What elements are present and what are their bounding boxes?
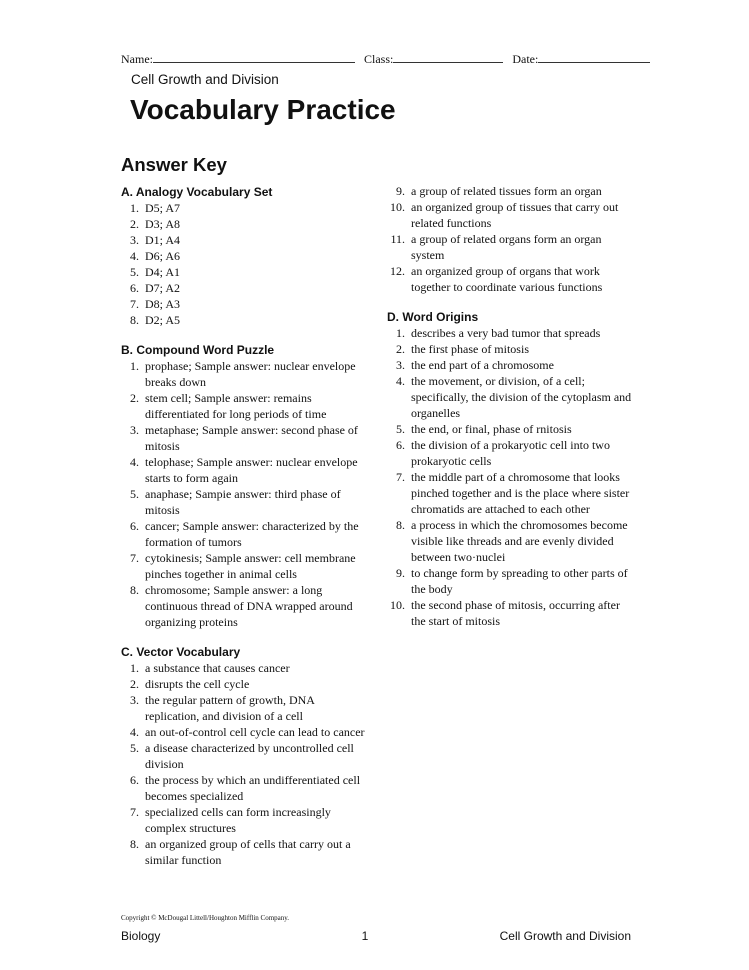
item-text: D8; A3 xyxy=(145,297,181,311)
item-text: D7; A2 xyxy=(145,281,181,295)
name-label: Name: xyxy=(121,52,153,66)
answer-item xyxy=(387,357,637,373)
item-text: D5; A7 xyxy=(145,201,181,215)
answer-item xyxy=(387,199,637,231)
answer-item xyxy=(387,263,637,295)
item-number: 1. xyxy=(396,326,405,340)
item-text: a group of related tissues form an organ xyxy=(411,184,602,198)
item-number: 4. xyxy=(130,249,139,263)
item-text: the end part of a chromosome xyxy=(411,358,554,372)
item-text: disrupts the cell cycle xyxy=(145,677,250,691)
page-title: Vocabulary Practice xyxy=(130,94,396,125)
answer-list xyxy=(121,200,371,328)
item-number: 3. xyxy=(130,693,139,707)
answer-item xyxy=(121,660,371,676)
answer-item xyxy=(121,486,371,518)
item-number: 10. xyxy=(390,598,405,612)
answer-item xyxy=(121,454,371,486)
answer-item xyxy=(387,183,637,199)
answer-list xyxy=(121,358,371,630)
item-number: 1. xyxy=(130,359,139,373)
copyright: Copyright © McDougal Littell/Houghton Mifflin Company. xyxy=(121,914,290,922)
item-text: D2; A5 xyxy=(145,313,181,327)
section-a xyxy=(121,184,371,328)
chapter-subtitle: Cell Growth and Division xyxy=(131,72,279,87)
item-number: 8. xyxy=(130,313,139,327)
item-text: D4; A1 xyxy=(145,265,181,279)
answer-item xyxy=(387,421,637,437)
item-number: 4. xyxy=(130,455,139,469)
section-heading: B. Compound Word Puzzle xyxy=(121,343,275,357)
item-text: describes a very bad tumor that spreads xyxy=(411,326,601,340)
item-text: telophase; Sample answer: nuclear envelope starts to form again xyxy=(145,455,358,485)
item-number: 6. xyxy=(130,281,139,295)
left-column xyxy=(121,184,371,882)
answer-item xyxy=(387,597,637,629)
answer-item xyxy=(121,518,371,550)
item-number: 6. xyxy=(130,773,139,787)
answer-item xyxy=(121,264,371,280)
answer-item xyxy=(387,373,637,421)
answer-list xyxy=(387,183,637,295)
student-info-header xyxy=(121,51,650,67)
page-footer xyxy=(121,929,631,943)
answer-item xyxy=(387,341,637,357)
answer-list xyxy=(121,660,371,868)
answer-item xyxy=(121,296,371,312)
item-number: 3. xyxy=(130,423,139,437)
answer-item xyxy=(121,312,371,328)
item-number: 2. xyxy=(130,391,139,405)
page-number: 1 xyxy=(361,929,369,943)
answer-item xyxy=(121,676,371,692)
answer-item xyxy=(121,740,371,772)
answer-item xyxy=(121,248,371,264)
item-number: 6. xyxy=(396,438,405,452)
class-blank xyxy=(393,51,503,63)
class-label: Class: xyxy=(364,52,394,66)
item-text: D3; A8 xyxy=(145,217,181,231)
item-text: a disease characterized by uncontrolled cell division xyxy=(145,741,354,771)
item-number: 8. xyxy=(130,837,139,851)
item-number: 5. xyxy=(130,741,139,755)
item-text: cytokinesis; Sample answer: cell membrane pinches together in animal cells xyxy=(145,551,356,581)
item-text: anaphase; Sampie answer: third phase of mitosis xyxy=(145,487,341,517)
item-text: D6; A6 xyxy=(145,249,181,263)
item-number: 6. xyxy=(130,519,139,533)
item-text: a group of related organs form an organ system xyxy=(411,232,602,262)
item-number: 8. xyxy=(130,583,139,597)
item-number: 4. xyxy=(130,725,139,739)
item-text: cancer; Sample answer: characterized by the formation of tumors xyxy=(145,519,359,549)
item-number: 1. xyxy=(130,201,139,215)
item-number: 5. xyxy=(130,487,139,501)
answer-item xyxy=(121,232,371,248)
footer-chapter: Cell Growth and Division xyxy=(499,929,631,943)
item-number: 10. xyxy=(390,200,405,214)
item-text: a substance that causes cancer xyxy=(145,661,290,675)
answer-item xyxy=(121,772,371,804)
item-number: 5. xyxy=(130,265,139,279)
item-text: the middle part of a chromosome that looks pinched together and is the place where sister chromatids are attached to each other xyxy=(411,470,630,516)
item-number: 3. xyxy=(396,358,405,372)
answer-item xyxy=(387,517,637,565)
section-heading: A. Analogy Vocabulary Set xyxy=(121,185,273,199)
item-text: a process in which the chromosomes become visible like threads and are evenly divided between two·nuclei xyxy=(411,518,628,564)
answer-item xyxy=(121,550,371,582)
date-label: Date: xyxy=(512,52,539,66)
item-text: the movement, or division, of a cell; specifically, the division of the cytoplasm and organelles xyxy=(411,374,632,420)
answer-item xyxy=(121,422,371,454)
item-text: D1; A4 xyxy=(145,233,181,247)
answer-item xyxy=(387,565,637,597)
item-text: the division of a prokaryotic cell into two prokaryotic cells xyxy=(411,438,610,468)
item-text: an organized group of organs that work together to coordinate various functions xyxy=(411,264,603,294)
item-number: 12. xyxy=(390,264,405,278)
section-c-continued xyxy=(387,183,637,295)
item-text: prophase; Sample answer: nuclear envelope breaks down xyxy=(145,359,356,389)
item-text: stem cell; Sample answer: remains differentiated for long periods of time xyxy=(145,391,327,421)
item-text: the second phase of mitosis, occurring after the start of mitosis xyxy=(411,598,620,628)
answer-item xyxy=(121,200,371,216)
item-number: 2. xyxy=(396,342,405,356)
answer-item xyxy=(121,692,371,724)
item-number: 3. xyxy=(130,233,139,247)
item-text: chromosome; Sample answer: a long continuous thread of DNA wrapped around organizing proteins xyxy=(145,583,353,629)
item-number: 7. xyxy=(130,297,139,311)
item-number: 7. xyxy=(396,470,405,484)
right-column xyxy=(387,183,637,643)
answer-item xyxy=(121,582,371,630)
item-number: 1. xyxy=(130,661,139,675)
answer-item xyxy=(121,724,371,740)
item-text: the regular pattern of growth, DNA replication, and division of a cell xyxy=(145,693,315,723)
name-blank xyxy=(153,51,355,63)
item-number: 11. xyxy=(390,232,405,246)
section-c xyxy=(121,644,371,868)
item-text: the process by which an undifferentiated cell becomes specialized xyxy=(145,773,361,803)
item-text: an out-of-control cell cycle can lead to cancer xyxy=(145,725,365,739)
item-number: 7. xyxy=(130,551,139,565)
item-text: an organized group of tissues that carry out related functions xyxy=(411,200,619,230)
item-text: an organized group of cells that carry out a similar function xyxy=(145,837,351,867)
item-number: 9. xyxy=(396,566,405,580)
answer-item xyxy=(121,358,371,390)
answer-item xyxy=(121,280,371,296)
item-number: 4. xyxy=(396,374,405,388)
answer-item xyxy=(387,325,637,341)
item-text: the end, or final, phase of rnitosis xyxy=(411,422,572,436)
answer-item xyxy=(387,437,637,469)
section-heading: C. Vector Vocabulary xyxy=(121,645,241,659)
answer-key-heading: Answer Key xyxy=(121,154,227,175)
answer-item xyxy=(387,231,637,263)
section-b xyxy=(121,342,371,630)
item-text: the first phase of mitosis xyxy=(411,342,529,356)
item-text: to change form by spreading to other parts of the body xyxy=(411,566,628,596)
answer-item xyxy=(121,804,371,836)
answer-item xyxy=(121,390,371,422)
item-number: 5. xyxy=(396,422,405,436)
date-blank xyxy=(538,51,650,63)
item-text: specialized cells can form increasingly complex structures xyxy=(145,805,331,835)
answer-item xyxy=(121,216,371,232)
item-number: 2. xyxy=(130,677,139,691)
answer-item xyxy=(387,469,637,517)
answer-list xyxy=(387,325,637,629)
section-d xyxy=(387,309,637,629)
footer-subject: Biology xyxy=(121,929,161,943)
answer-item xyxy=(121,836,371,868)
item-number: 9. xyxy=(396,184,405,198)
item-number: 2. xyxy=(130,217,139,231)
item-number: 7. xyxy=(130,805,139,819)
item-number: 8. xyxy=(396,518,405,532)
item-text: metaphase; Sample answer: second phase of mitosis xyxy=(145,423,358,453)
section-heading: D. Word Origins xyxy=(387,310,479,324)
